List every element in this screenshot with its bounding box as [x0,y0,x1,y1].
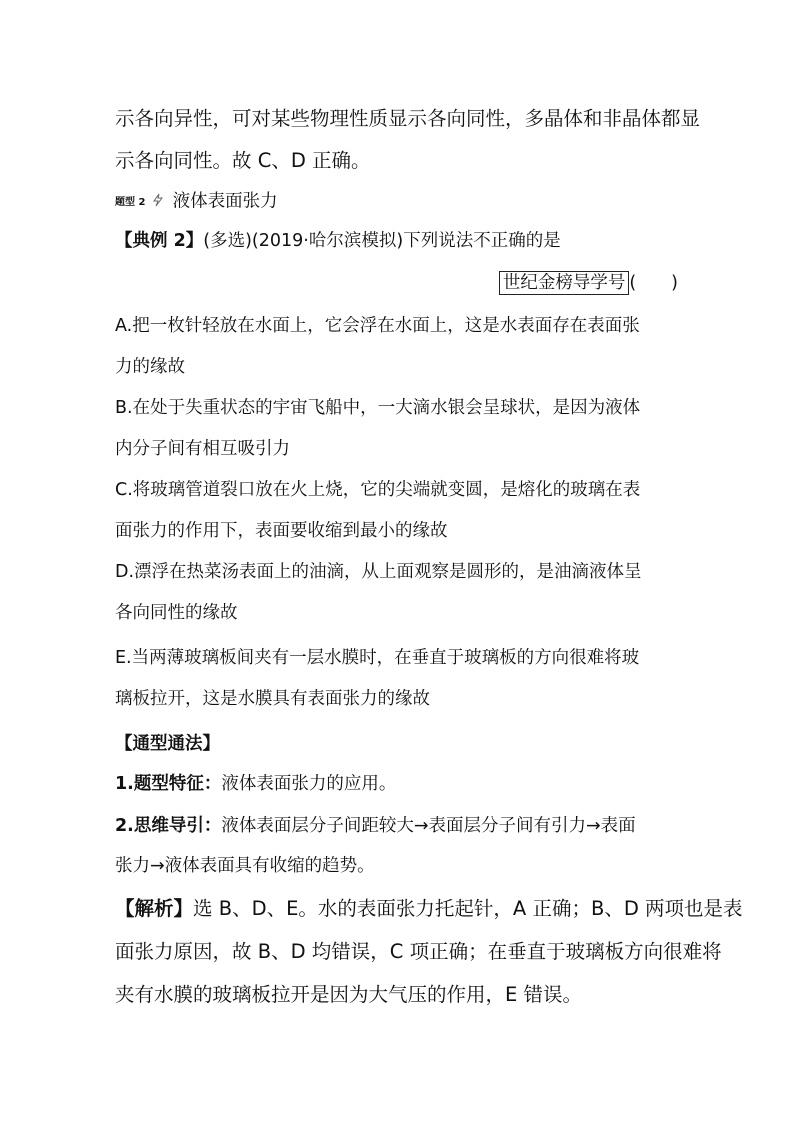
section-title: 液体表面张力 [172,191,278,212]
answer-paren: ( ) [629,273,678,293]
method-point-1-text: 液体表面张力的应用。 [221,774,397,794]
option-d-line-2: 各向同性的缘故 [115,603,238,623]
option-d-line-1: D.漂浮在热菜汤表面上的油滴，从上面观察是圆形的，是油滴液体呈 [115,562,642,582]
method-point-1 [115,771,396,797]
example-text: (多选)(2019·哈尔滨模拟)下列说法不正确的是 [203,231,561,251]
option-a-line-1: A.把一枚针轻放在水面上，它会浮在水面上，这是水表面存在表面张 [115,316,640,336]
method-point-2-label: 2.思维导引： [115,816,222,836]
example-label: 【典例 2】 [115,231,204,251]
example-line [115,228,561,254]
analysis-line-3: 夹有水膜的玻璃板拉开是因为大气压的作用，E 错误。 [115,983,583,1006]
option-c-line-2: 面张力的作用下，表面要收缩到最小的缘故 [115,521,448,541]
option-e-line-2: 璃板拉开，这是水膜具有表面张力的缘故 [115,689,430,709]
section-tag: 题型 2 [115,197,146,208]
option-b-line-1: B.在处于失重状态的宇宙飞船中，一大滴水银会呈球状，是因为液体 [115,398,641,418]
source-box: 世纪金榜导学号 [499,271,630,295]
option-b-line-2: 内分子间有相互吸引力 [115,439,290,459]
section-heading [115,187,278,216]
method-point-2 [115,813,636,839]
option-e-line-1: E.当两薄玻璃板间夹有一层水膜时，在垂直于玻璃板的方向很难将玻 [115,648,640,668]
method-heading: 【通型通法】 [115,734,220,754]
analysis-line-1 [115,896,743,922]
method-point-2-cont: 张力→液体表面具有收缩的趋势。 [115,856,375,876]
intro-line-2: 示各向同性。故 C、D 正确。 [115,149,371,172]
example-source-line [499,270,678,296]
option-a-line-2: 力的缘故 [115,357,185,377]
intro-line-1: 示各向异性，可对某些物理性质显示各向同性，多晶体和非晶体都显 [115,107,701,130]
option-c-line-1: C.将玻璃管道裂口放在火上烧，它的尖端就变圆，是熔化的玻璃在表 [115,480,641,500]
lightning-tag-icon [115,187,165,216]
method-point-1-label: 1.题型特征： [115,774,222,794]
method-point-2-text: 液体表面层分子间距较大→表面层分子间有引力→表面 [221,816,636,836]
analysis-label: 【解析】 [115,897,194,920]
analysis-text-1: 选 B、D、E。水的表面张力托起针，A 正确；B、D 两项也是表 [193,897,743,920]
analysis-line-2: 面张力原因，故 B、D 均错误，C 项正确；在垂直于玻璃板方向很难将 [115,940,722,963]
